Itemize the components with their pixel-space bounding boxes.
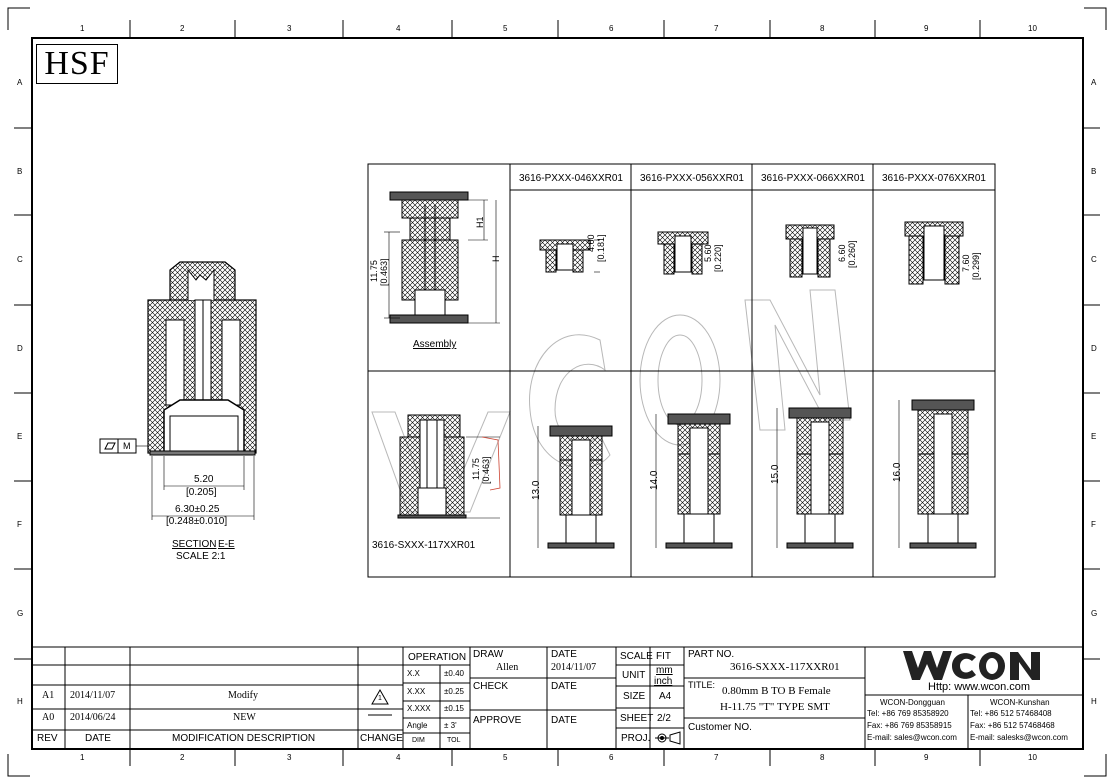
zone-col-5-bottom: 5 <box>503 753 508 762</box>
part-no-label: PART NO. <box>688 649 735 660</box>
tol-tol: TOL <box>447 737 461 744</box>
sheet-label: SHEET <box>620 713 654 724</box>
zone-row-a-right: A <box>1091 78 1097 87</box>
zone-col-5: 5 <box>503 24 508 33</box>
section-width1: 5.20 <box>194 474 214 485</box>
socket-part-number: 3616-SXXX-117XXR01 <box>372 540 476 551</box>
zone-row-c: C <box>17 255 23 264</box>
flatness-box-label: M <box>123 441 131 451</box>
plug-height-056-inch: [0.220] <box>713 244 723 272</box>
zone-col-7: 7 <box>714 24 719 33</box>
hdr-rev: REV <box>37 733 58 744</box>
hdr-date: DATE <box>85 733 111 744</box>
section-ee-drawing <box>100 262 256 520</box>
zone-col-6: 6 <box>609 24 614 33</box>
office1-fax: Fax: +86 769 85358915 <box>867 721 952 730</box>
tol-val-2: ±0.25 <box>444 687 464 696</box>
zone-col-8: 8 <box>820 24 825 33</box>
tol-val-4: ± 3' <box>444 721 457 730</box>
h1-label: H1 <box>475 216 485 228</box>
section-title-ee: E-E <box>218 539 235 550</box>
stack-drawings <box>538 400 976 548</box>
section-scale: SCALE 2:1 <box>176 551 226 562</box>
zone-col-2: 2 <box>180 24 185 33</box>
office2-tel: Tel: +86 512 57468408 <box>970 709 1052 718</box>
rev-row1-desc: Modify <box>228 690 258 701</box>
draw-name: Allen <box>496 662 519 673</box>
socket-height: 11.75 <box>471 458 481 480</box>
office1-name: WCON-Dongguan <box>880 698 945 707</box>
zone-col-4: 4 <box>396 24 401 33</box>
title-label: TITLE: <box>688 680 716 690</box>
zone-row-h-right: H <box>1091 697 1097 706</box>
assembly-height-inch: [0.463] <box>379 258 389 286</box>
office1-email: E-mail: sales@wcon.com <box>867 733 957 742</box>
zone-row-a: A <box>17 78 23 87</box>
zone-col-6-bottom: 6 <box>609 753 614 762</box>
scale-value: FIT <box>656 651 671 662</box>
zone-row-d: D <box>17 344 23 353</box>
zone-col-8-bottom: 8 <box>820 753 825 762</box>
assembly-label: Assembly <box>413 339 457 350</box>
zone-col-4-bottom: 4 <box>396 753 401 762</box>
title-line2: H-11.75 "T" TYPE SMT <box>720 701 830 713</box>
zone-col-9: 9 <box>924 24 929 33</box>
brand-name <box>1 1 2 2</box>
hsf-logo: HSF <box>36 44 118 84</box>
zone-row-h: H <box>17 697 23 706</box>
rev-row2-date: 2014/06/24 <box>70 712 116 723</box>
stack-height-150: 15.0 <box>770 464 781 484</box>
header-066: 3616-PXXX-066XXR01 <box>761 173 865 184</box>
part-no-value: 3616-SXXX-117XXR01 <box>730 661 840 673</box>
zone-col-1: 1 <box>80 24 85 33</box>
office2-email: E-mail: salesks@wcon.com <box>970 733 1068 742</box>
draw-date: 2014/11/07 <box>551 662 597 673</box>
title-line1: 0.80mm B TO B Female <box>722 685 831 697</box>
size-label: SIZE <box>623 691 646 702</box>
zone-row-d-right: D <box>1091 344 1097 353</box>
stack-height-130: 13.0 <box>531 480 542 500</box>
check-date-label: DATE <box>551 681 577 692</box>
sheet-value: 2/2 <box>657 713 671 724</box>
unit-mm: mm <box>656 665 673 676</box>
plug-height-076-inch: [0.299] <box>971 252 981 280</box>
zone-row-g-right: G <box>1091 609 1098 618</box>
section-width1-inch: [0.205] <box>186 487 217 498</box>
header-076: 3616-PXXX-076XXR01 <box>882 173 986 184</box>
zone-col-3: 3 <box>287 24 292 33</box>
section-title: SECTION <box>172 539 217 550</box>
office2-fax: Fax: +86 512 57468468 <box>970 721 1055 730</box>
check-label: CHECK <box>473 681 509 692</box>
zone-row-e: E <box>17 432 23 441</box>
plug-height-046-inch: [0.181] <box>596 234 606 262</box>
unit-inch: inch <box>654 676 673 687</box>
hdr-change: CHANGE <box>360 733 403 744</box>
tol-key-3: X.XXX <box>407 704 431 713</box>
plug-height-056: 5.60 <box>703 244 713 262</box>
projection-symbol-icon <box>655 732 680 744</box>
zone-row-e-right: E <box>1091 432 1097 441</box>
section-width2-inch: [0.248±0.010] <box>166 516 228 527</box>
change-symbol: 1 <box>378 695 382 702</box>
header-056: 3616-PXXX-056XXR01 <box>640 173 744 184</box>
zone-col-1-bottom: 1 <box>80 753 85 762</box>
section-width2: 6.30±0.25 <box>175 504 220 515</box>
company-url: Http: www.wcon.com <box>928 681 1031 693</box>
zone-col-2-bottom: 2 <box>180 753 185 762</box>
h-label: H <box>491 255 501 262</box>
plug-height-046: 4.60 <box>586 234 596 252</box>
plug-height-066-inch: [0.260] <box>847 240 857 268</box>
tol-key-1: X.X <box>407 669 420 678</box>
proj-label: PROJ. <box>621 733 651 744</box>
wcon-logo-icon <box>903 651 1040 680</box>
tol-dim: DIM <box>412 737 425 744</box>
socket-height-inch: [0.463] <box>481 456 491 484</box>
stack-height-160: 16.0 <box>892 462 903 482</box>
zone-row-f: F <box>17 520 22 529</box>
header-046: 3616-PXXX-046XXR01 <box>519 173 623 184</box>
office1-tel: Tel: +86 769 85358920 <box>867 709 949 718</box>
tol-key-2: X.XX <box>407 687 426 696</box>
unit-label: UNIT <box>622 670 646 681</box>
zone-col-9-bottom: 9 <box>924 753 929 762</box>
rev-row2-rev: A0 <box>42 712 55 723</box>
zone-row-g: G <box>17 609 24 618</box>
tol-key-4: Angle <box>407 721 428 730</box>
plug-height-066: 6.60 <box>837 244 847 262</box>
zone-col-10-bottom: 10 <box>1028 753 1037 762</box>
assembly-height: 11.75 <box>369 260 379 282</box>
zone-row-c-right: C <box>1091 255 1097 264</box>
hdr-desc: MODIFICATION DESCRIPTION <box>172 733 316 744</box>
tol-val-3: ±0.15 <box>444 704 464 713</box>
zone-col-10: 10 <box>1028 24 1037 33</box>
zone-col-7-bottom: 7 <box>714 753 719 762</box>
draw-date-label: DATE <box>551 649 577 660</box>
assembly-drawing <box>384 192 500 323</box>
approve-date-label: DATE <box>551 715 577 726</box>
rev-row1-date: 2014/11/07 <box>70 690 116 701</box>
customer-no-label: Customer NO. <box>688 722 752 733</box>
plug-height-076: 7.60 <box>961 254 971 272</box>
operation-label: OPERATION <box>408 652 467 663</box>
zone-row-b-right: B <box>1091 167 1097 176</box>
scale-label: SCALE <box>620 651 653 662</box>
zone-row-b: B <box>17 167 23 176</box>
draw-label: DRAW <box>473 649 504 660</box>
size-value: A4 <box>659 691 672 702</box>
zone-row-f-right: F <box>1091 520 1096 529</box>
office2-name: WCON-Kunshan <box>990 698 1050 707</box>
tol-val-1: ±0.40 <box>444 669 464 678</box>
rev-row1-rev: A1 <box>42 690 55 701</box>
approve-label: APPROVE <box>473 715 522 726</box>
rev-row2-desc: NEW <box>233 712 256 723</box>
stack-height-140: 14.0 <box>649 470 660 490</box>
zone-col-3-bottom: 3 <box>287 753 292 762</box>
